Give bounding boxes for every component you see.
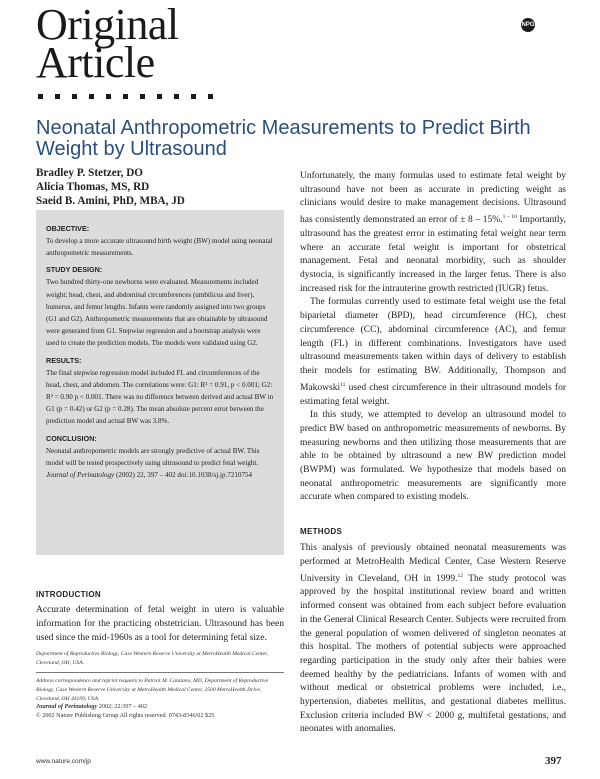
paragraph-2-cont: used chest circumference in their ultrasound models for estimating fetal weight.	[300, 382, 566, 407]
methods-heading: METHODS	[300, 527, 343, 537]
design-text: Two hundred thirty-one newborns were evaluated. Measurements included weight; head, chest, and abdominal circumferences (umbilicus and liver), humerus, and femur lengths. Infants were randomly assigned into two groups (G1 and G2). Anthropometric measurements that are obtainable by ultrasound were generated from G1. Stepwise regression and a bootstrap analysis were used to create the prediction models. The models were validated using G2.	[46, 278, 268, 348]
right-column	[300, 170, 566, 737]
journal-url[interactable]: www.nature.com/jp	[36, 758, 91, 765]
results-text: The final stepwise regression model included FL and circumferences of the head, chest, and abdomen. The correlations were: G1: R² = 0.91, p < 0.001; G2: R² = 0.90 p < 0.001. There was no difference between derived and actual BW in G1 (p = 0.42) or G2 (p = 0.28). The mean absolute percent error between the prediction model and actual BW was 3.8%.	[46, 368, 274, 426]
decorative-dot-row	[38, 94, 213, 99]
abstract-box	[36, 210, 284, 555]
paragraph-4-cont: The study protocol was approved by the hospital institutional review board and written informed consent was obtained from each subject before evaluation in the General Clinical Research Center. Subjects were recruited from the general population of women delivered of singleton neonates at this hospital. The mothers of potential subjects were approached regarding participation in the study only after their babies were deemed healthy by the pediatricians. Infants of women with and without medical or obstetrical problems were included, i.e., hypertension, diabetes mellitus, and gestational diabetes mellitus. Exclusion criteria included BW < 2000 g, multifetal gestations, and neonates with anomalies.	[300, 573, 566, 735]
citation-sup: 11	[340, 381, 346, 388]
citation-sup: 1 – 10	[502, 214, 517, 221]
results-heading: RESULTS:	[46, 355, 82, 365]
paragraph-2	[300, 296, 566, 409]
correspondence-note: Address correspondence and reprint requests to Patrick M. Catalano, MD, Department of Reproductive Biology, Case Western Reserve University at MetroHealth Medical Center, 2500 MetroHealth Drive, Cleveland, OH 44109, USA.	[36, 678, 269, 702]
page-number: 397	[545, 755, 562, 767]
paragraph-2-text: The formulas currently used to estimate fetal weight use the fetal biparietal diameter (BPD), head circumference (HC), chest circumference (CC), abdominal circumference (AC), and femur length (FL) in different combinations. Investigators have used ultrasound measurements taken within days of delivery to establish their models for estimating BW. Additionally, Thompson and Makowski	[300, 297, 566, 393]
introduction-heading: INTRODUCTION	[36, 590, 101, 599]
section-label	[36, 0, 179, 87]
conclusion-heading: CONCLUSION:	[46, 433, 97, 443]
conclusion-body: Neonatal anthropometric models are strongly predictive of actual BW. This model will be tested prospectively using ultrasound to predict fetal weight.	[46, 446, 260, 467]
affiliation-note: Department of Reproductive Biology, Case Western Reserve University at MetroHealth Medical Center, Cleveland, OH, USA.	[36, 651, 268, 666]
citation-details: (2002) 22, 397 – 402 doi:10.1038/sj.jp.7210754	[114, 471, 253, 480]
introduction-text: Accurate determination of fetal weight in utero is valuable information for the practicing obstetrician. Ultrasound has been used since the mid-1960s as a tool for determining fetal size.	[36, 605, 284, 643]
objective-heading: OBJECTIVE:	[46, 224, 90, 233]
paragraph-1	[300, 170, 566, 296]
conclusion-text	[46, 445, 274, 482]
design-heading: STUDY DESIGN:	[46, 265, 103, 275]
paragraph-3: In this study, we attempted to develop an ultrasound model to predict BW based on anthropometric measurements of newborns. By measuring newborns and then utilizing those measurements that are able to be obtained by ultrasound a new BW prediction model (BWPM) was formulated. We hypothesize that models based on neonatal anthropometric measurements are significantly more accurate when compared to existing models.	[300, 410, 566, 503]
paragraph-1-cont: Importantly, ultrasound has the greatest error in estimating fetal weight near term where an accurate fetal weight is important for obstetrical management. Fetal and neonatal morbidity, such as shoulder dystocia, is significantly increased in the larger fetus. There is also increased risk for the intrauterine growth restricted (IUGR) fetus.	[300, 215, 566, 294]
paragraph-4	[300, 542, 566, 737]
author: Alicia Thomas, MS, RD	[36, 181, 150, 193]
journal-name: Journal of Perinatology	[36, 703, 98, 710]
journal-info	[36, 702, 284, 720]
author: Bradley P. Stetzer, DO	[36, 167, 143, 179]
section-label-line2: Article	[36, 38, 155, 87]
copyright: © 2002 Nature Publishing Group All rights reserved. 0743-8346/02 $25	[36, 712, 215, 719]
publisher-logo-icon: NPG	[521, 18, 535, 32]
paragraph-1-text: Unfortunately, the many formulas used to estimate fetal weight by ultrasound have not been as accurate in predicting weight as clinicians would desire to make management decisions. Ultrasound has consistently demonstrated an error of ± 8 – 15%.	[300, 171, 566, 226]
citation-sup: 12	[457, 572, 464, 579]
citation-journal: Journal of Perinatology	[46, 471, 115, 480]
left-column	[36, 166, 284, 719]
paragraph-4-text: This analysis of previously obtained neonatal measurements was performed at MetroHealth Medical Center, Case Western Reserve University in Cleveland, OH in 1999.	[300, 543, 566, 584]
author: Saeid B. Amini, PhD, MBA, JD	[36, 195, 185, 207]
objective-text: To develop a more accurate ultrasound birth weight (BW) model using neonatal anthropometric measurements.	[46, 237, 273, 258]
section-label-line1: Original	[36, 0, 179, 49]
article-title: Neonatal Anthropometric Measurements to Predict Birth Weight by Ultrasound	[36, 117, 531, 160]
journal-issue: 2002; 22:397 – 402	[97, 703, 148, 710]
footnotes	[36, 650, 284, 708]
